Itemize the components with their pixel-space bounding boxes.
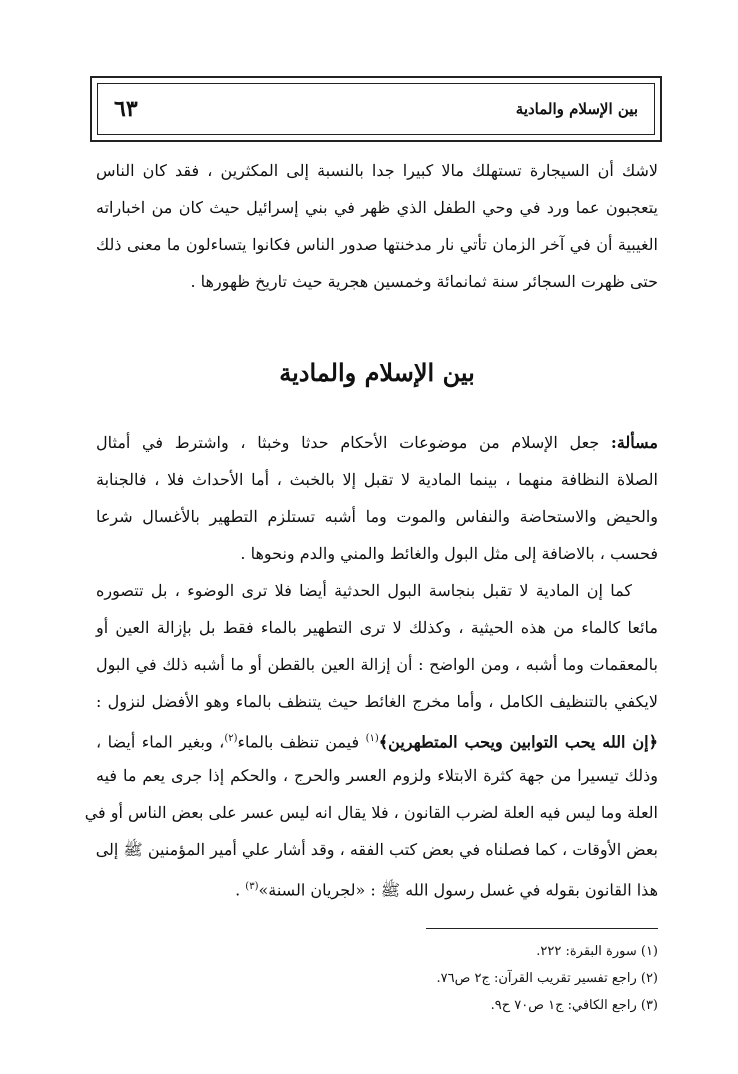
- masala-lead: مسألة:: [610, 433, 658, 452]
- text-line: [96, 424, 658, 461]
- text-line: كما إن المادية لا تقبل بنجاسة البول الحدثية أيضا فلا ترى الوضوء ، بل تتصوره: [96, 581, 632, 600]
- text-span: .: [235, 880, 246, 900]
- text-line: [96, 868, 658, 905]
- text-span: ، وبغير الماء أيضا ،: [96, 732, 225, 752]
- footnote-ref-2[interactable]: (٢): [224, 733, 238, 744]
- section-title: بين الإسلام والمادية: [279, 358, 475, 387]
- text-span: فيمن تنظف بالماء: [237, 732, 366, 752]
- body-paragraph: [84, 572, 658, 905]
- footnotes: [96, 938, 658, 1019]
- text-line: الغيبية أن في آخر الزمان تأتي نار مدخنتها صدور الناس فكانوا يتساءلون ما معنى ذلك: [96, 235, 658, 254]
- text-span: هذا القانون بقوله في غسل رسول الله ﷺ : «لجريان السنة»: [258, 880, 658, 900]
- footnote-2: (٢) راجع تفسير تقريب القرآن: ج٢ ص٧٦.: [436, 971, 658, 986]
- text-line: لايكفي بالتنظيف الكامل ، وأما مخرج الغائط حيث يتنظف بالماء وهو الأفضل لنزول :: [96, 692, 658, 711]
- running-header-inner: [97, 83, 655, 135]
- footnote-divider: [426, 928, 658, 929]
- running-title: بين الإسلام والمادية: [515, 100, 638, 118]
- text-line: [96, 720, 658, 757]
- footnote-3: (٣) راجع الكافي: ج١ ص٧٠ ح٩.: [490, 998, 658, 1013]
- quran-verse: ﴿إن الله يحب التوابين ويحب المتطهرين﴾: [378, 732, 658, 752]
- intro-paragraph: [96, 152, 658, 300]
- text-line: العلة وما ليس فيه العلة لضرب القانون ، فلا يقال انه ليس عسر على بعض الناس أو في: [84, 803, 658, 822]
- footnote-ref-3[interactable]: (٣): [245, 881, 259, 892]
- footnote-ref-1[interactable]: (١): [365, 733, 379, 744]
- masala-paragraph: [96, 424, 658, 572]
- text-span: جعل الإسلام من موضوعات الأحكام حدثا وخبثا ، واشترط في أمثال: [96, 433, 611, 452]
- text-line: فحسب ، بالاضافة إلى مثل البول والغائط والمني والدم ونحوها .: [240, 544, 658, 563]
- text-line: لاشك أن السيجارة تستهلك مالا كبيرا جدا بالنسبة إلى المكثرين ، فقد كان الناس: [96, 161, 658, 180]
- text-line: بعض الأوقات ، كما فصلناه في بعض كتب الفقه ، وقد أشار علي أمير المؤمنين ﷺ إلى: [95, 840, 658, 859]
- text-line: مائعا كالماء من هذه الحيثية ، وكذلك لا ترى التطهير بالماء فقط بل بإزالة العين أو: [96, 618, 658, 637]
- text-line: الصلاة النظافة منهما ، بينما المادية لا تقبل إلا بالخبث ، أما الأحداث فلا ، فالجنابة: [96, 470, 659, 489]
- page-number: ٦٣: [114, 96, 138, 122]
- text-line: بالمعقمات وما أشبه ، ومن الواضح : أن إزالة العين بالقطن أو ما أشبه ذلك في البول: [96, 655, 658, 674]
- text-line: والحيض والاستحاضة والنفاس والموت وما أشبه تستلزم التطهير بالأغسال شرعا: [96, 507, 659, 526]
- text-line: وذلك تيسيرا من جهة كثرة الابتلاء ولزوم العسر والحرج ، والحكم إذا جرى يعم ما فيه: [96, 766, 658, 785]
- running-header: [90, 76, 662, 142]
- text-line: حتى ظهرت السجائر سنة ثمانمائة وخمسين هجرية حيث تاريخ ظهورها .: [190, 272, 658, 291]
- text-line: يتعجبون عما ورد في وحي الطفل الذي ظهر في بني إسرائيل حيث كان من اخباراته: [96, 198, 658, 217]
- footnote-1: (١) سورة البقرة: ٢٢٢.: [536, 944, 658, 959]
